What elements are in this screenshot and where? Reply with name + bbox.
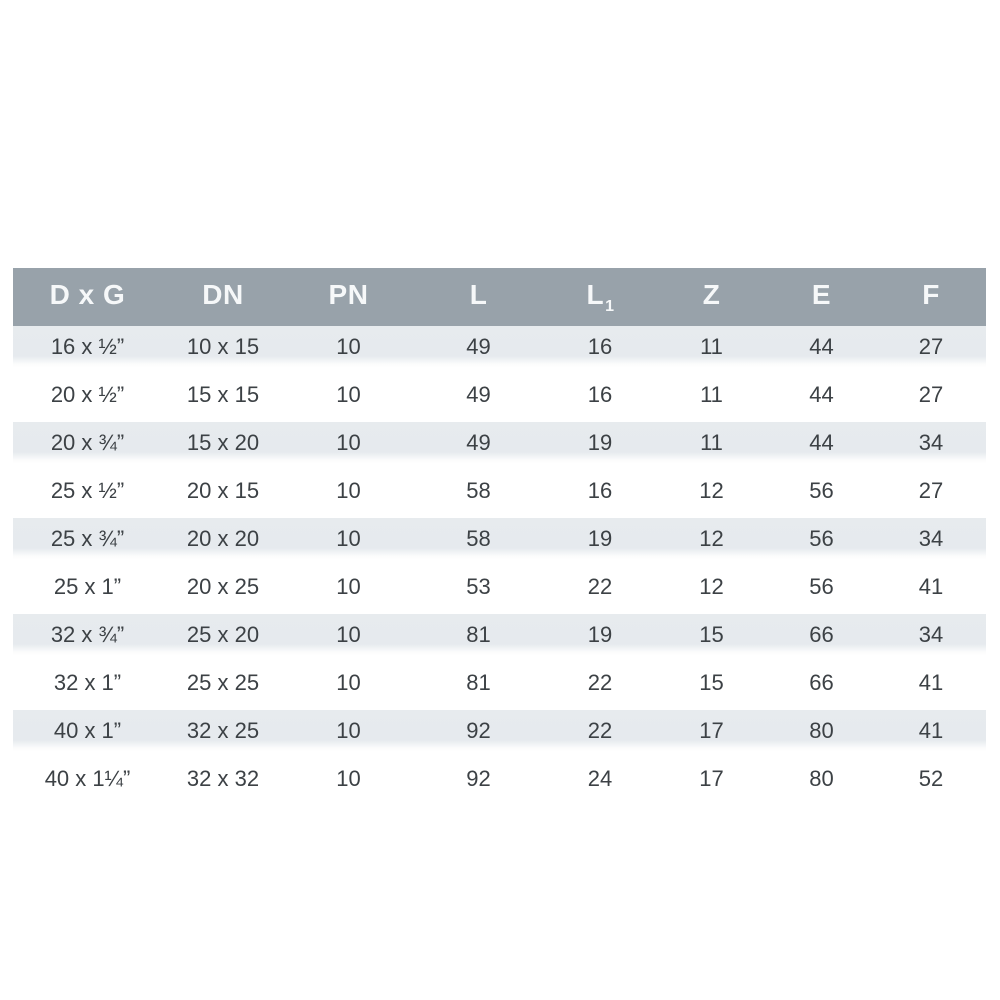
cell-f: 41 — [918, 718, 944, 743]
cell-l1: 16 — [587, 334, 613, 359]
cell-pn: 10 — [336, 574, 361, 599]
cell-l: 58 — [466, 478, 491, 503]
cell-dxg: 40 x 1” — [53, 718, 122, 743]
table-row — [13, 326, 986, 374]
cell-dxg: 20 x ¾” — [50, 430, 125, 455]
table-header — [13, 268, 986, 326]
table-row — [13, 470, 986, 518]
cell-l1: 24 — [587, 766, 613, 791]
col-header-f: F — [876, 268, 986, 326]
cell-e: 56 — [809, 526, 834, 551]
l1-subscript: 1 — [605, 298, 615, 315]
cell-f: 34 — [918, 526, 944, 551]
table-row — [13, 422, 986, 470]
cell-e: 66 — [809, 622, 834, 647]
cell-pn: 10 — [336, 430, 361, 455]
cell-l1: 22 — [587, 574, 613, 599]
cell-e: 44 — [809, 430, 834, 455]
cell-dxg: 40 x 1¼” — [44, 766, 131, 791]
cell-e: 80 — [809, 718, 834, 743]
cell-dn: 15 x 20 — [186, 430, 260, 455]
cell-dn: 25 x 20 — [186, 622, 260, 647]
cell-pn: 10 — [336, 718, 361, 743]
cell-pn: 10 — [336, 622, 361, 647]
cell-l: 49 — [466, 334, 491, 359]
cell-l1: 19 — [587, 526, 613, 551]
cell-z: 17 — [699, 766, 724, 791]
table-row — [13, 758, 986, 806]
table-row — [13, 374, 986, 422]
col-header-z: Z — [656, 268, 767, 326]
cell-l: 58 — [466, 526, 491, 551]
col-header-l: L — [413, 268, 544, 326]
cell-dxg: 25 x 1” — [53, 574, 122, 599]
cell-l1: 16 — [587, 478, 613, 503]
cell-dn: 25 x 25 — [186, 670, 260, 695]
cell-pn: 10 — [336, 478, 361, 503]
cell-l: 81 — [466, 670, 491, 695]
cell-pn: 10 — [336, 382, 361, 407]
cell-z: 12 — [699, 478, 724, 503]
cell-l1: 19 — [587, 430, 613, 455]
cell-dxg: 32 x 1” — [53, 670, 122, 695]
cell-dxg: 25 x ½” — [50, 478, 125, 503]
l1-base: L — [586, 279, 605, 310]
cell-f: 34 — [918, 430, 944, 455]
cell-e: 44 — [809, 382, 834, 407]
cell-pn: 10 — [336, 526, 361, 551]
cell-f: 27 — [918, 382, 944, 407]
cell-f: 41 — [918, 670, 944, 695]
cell-e: 56 — [809, 478, 834, 503]
col-header-pn: PN — [284, 268, 413, 326]
cell-l: 92 — [466, 718, 491, 743]
cell-l: 92 — [466, 766, 491, 791]
col-header-l1 — [544, 268, 656, 326]
table-row — [13, 566, 986, 614]
cell-z: 12 — [699, 526, 724, 551]
table-row — [13, 662, 986, 710]
cell-z: 11 — [700, 430, 723, 455]
cell-z: 12 — [699, 574, 724, 599]
cell-dxg: 25 x ¾” — [50, 526, 125, 551]
cell-f: 52 — [918, 766, 944, 791]
cell-dn: 20 x 25 — [186, 574, 260, 599]
cell-dn: 15 x 15 — [186, 382, 260, 407]
dimension-table-container — [13, 268, 986, 806]
col-header-e: E — [767, 268, 876, 326]
dimensions-table — [13, 268, 986, 806]
cell-dxg: 32 x ¾” — [50, 622, 125, 647]
cell-dn: 20 x 20 — [186, 526, 260, 551]
cell-l: 53 — [466, 574, 491, 599]
table-row — [13, 518, 986, 566]
cell-l: 81 — [466, 622, 491, 647]
cell-l: 49 — [466, 430, 491, 455]
cell-dn: 20 x 15 — [186, 478, 260, 503]
cell-l1: 22 — [587, 718, 613, 743]
cell-z: 11 — [700, 334, 723, 359]
cell-dn: 10 x 15 — [186, 334, 260, 359]
cell-e: 56 — [809, 574, 834, 599]
cell-l1: 19 — [587, 622, 613, 647]
cell-l1: 22 — [587, 670, 613, 695]
cell-e: 80 — [809, 766, 834, 791]
table-row — [13, 614, 986, 662]
col-header-dn: DN — [162, 268, 284, 326]
cell-dxg: 16 x ½” — [50, 334, 125, 359]
cell-l1: 16 — [587, 382, 613, 407]
cell-e: 44 — [809, 334, 834, 359]
cell-pn: 10 — [336, 334, 361, 359]
table-body — [13, 326, 986, 806]
cell-z: 15 — [699, 670, 724, 695]
col-header-dxg: D x G — [13, 268, 162, 326]
cell-dn: 32 x 32 — [186, 766, 260, 791]
cell-l: 49 — [466, 382, 491, 407]
cell-f: 34 — [918, 622, 944, 647]
cell-dxg: 20 x ½” — [50, 382, 125, 407]
cell-pn: 10 — [336, 670, 361, 695]
cell-z: 15 — [699, 622, 724, 647]
cell-f: 41 — [918, 574, 944, 599]
cell-pn: 10 — [336, 766, 361, 791]
cell-dn: 32 x 25 — [186, 718, 260, 743]
cell-f: 27 — [918, 478, 944, 503]
header-row — [13, 268, 986, 326]
cell-f: 27 — [918, 334, 944, 359]
cell-e: 66 — [809, 670, 834, 695]
cell-z: 17 — [699, 718, 724, 743]
cell-z: 11 — [700, 382, 723, 407]
table-row — [13, 710, 986, 758]
